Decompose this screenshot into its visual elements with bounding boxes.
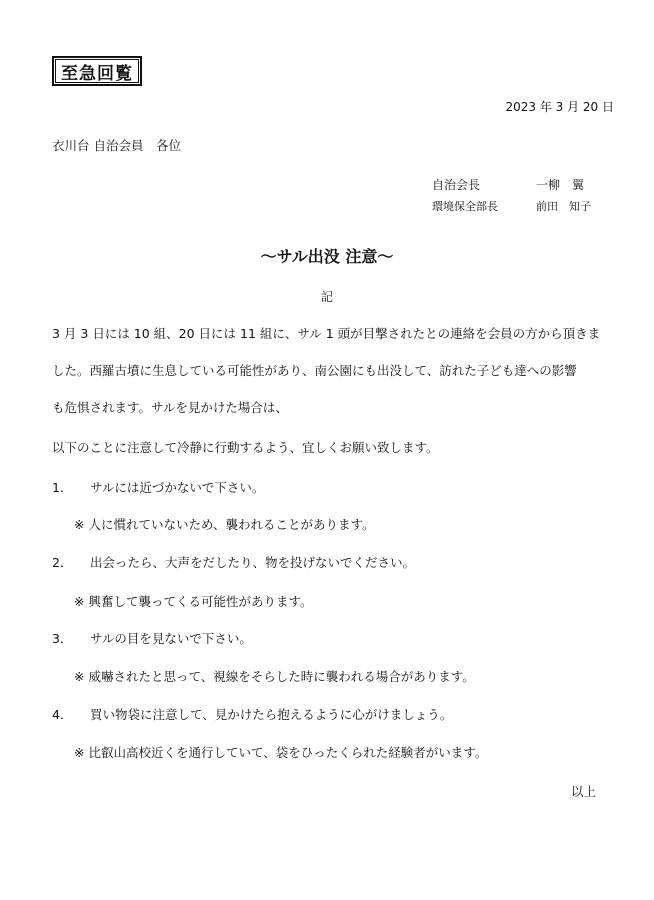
item-text: サルの目を見ないで下さい。	[90, 631, 252, 646]
item-number: 3．	[52, 631, 73, 646]
item-number: 1．	[52, 480, 73, 495]
issue-date: 2023 年 3 月 20 日	[505, 100, 614, 114]
notice-title: 〜サル出没 注意〜	[260, 247, 394, 266]
item-number: 4．	[52, 707, 73, 722]
body-line: 以下のことに注意して冷静に行動するよう、宜しくお願い致します。	[52, 440, 439, 455]
item-number: 2．	[52, 555, 73, 570]
item-note: ※ 比叡山高校近くを通行していて、袋をひったくられた経験者がいます。	[74, 745, 488, 760]
item-note: ※ 威嚇されたと思って、視線をそらした時に襲われる場合があります。	[74, 669, 475, 684]
sender-title-chairman: 自治会長	[432, 178, 481, 192]
item-text: 買い物袋に注意して、見かけたら抱えるように心がけましょう。	[90, 707, 453, 722]
item-text: サルには近づかないで下さい。	[90, 480, 265, 495]
urgent-circular-stamp	[52, 56, 142, 86]
sender-name-chairman: 一柳 翼	[536, 178, 585, 192]
ki-heading: 記	[320, 290, 333, 304]
item-note: ※ 興奮して襲ってくる可能性があります。	[74, 594, 313, 609]
body-line: した。西羅古墳に生息している可能性があり、南公園にも出没して、訪れた子ども達への影響	[52, 363, 577, 378]
item-note: ※ 人に慣れていないため、襲われることがあります。	[74, 517, 375, 532]
sender-name-environment: 前田 知子	[536, 200, 591, 213]
sender-title-environment: 環境保全部長	[432, 200, 498, 213]
addressee: 衣川台 自治会員 各位	[52, 138, 181, 153]
body-line: も危惧されます。サルを見かけた場合は、	[52, 400, 288, 415]
stamp-label: 至急回覧	[55, 59, 139, 83]
body-line: 3 月 3 日には 10 組、20 日には 11 組に、サル 1 頭が目撃されたとの連絡を会員の方から頂きま	[52, 326, 601, 341]
closing-mark: 以上	[570, 784, 596, 799]
item-text: 出会ったら、大声をだしたり、物を投げないでください。	[90, 555, 416, 570]
